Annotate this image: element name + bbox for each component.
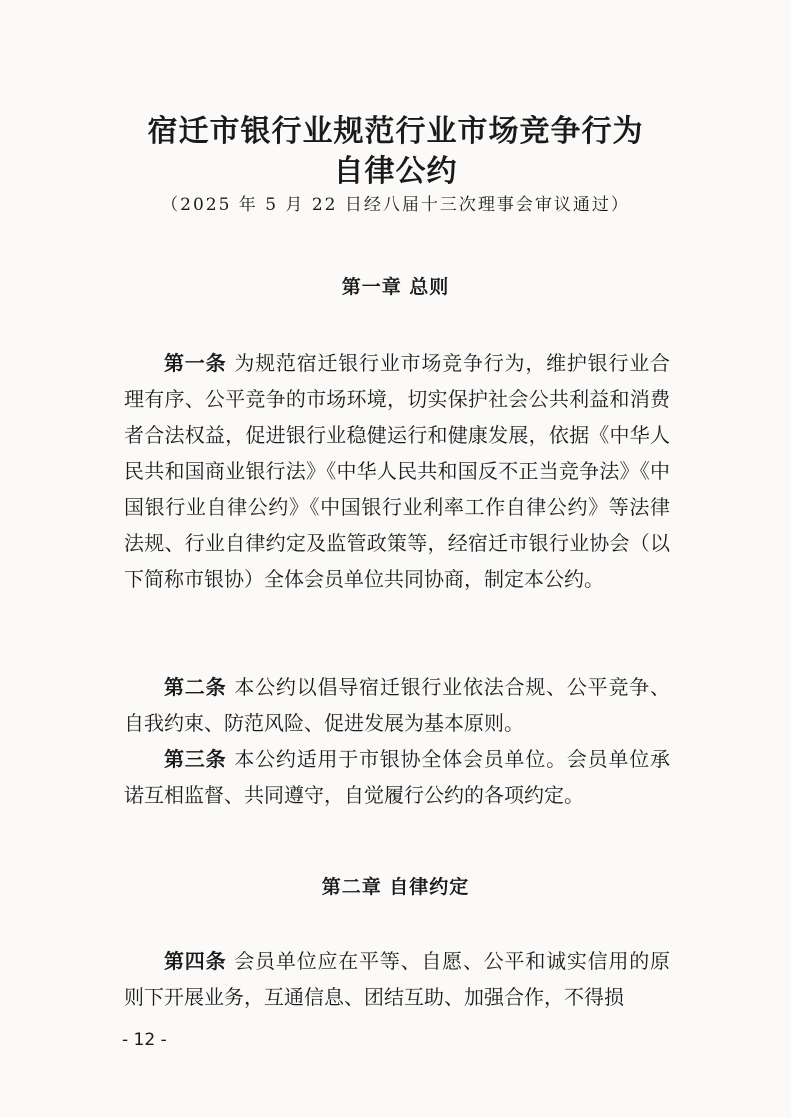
article-label: 第二条: [164, 675, 227, 699]
article-label: 第四条: [164, 949, 227, 973]
article-label: 第一条: [164, 351, 227, 375]
article-text: 本公约适用于市银协全体会员单位。会员单位承诺互相监督、共同遵守，自觉履行公约的各项约定。: [124, 747, 671, 807]
chapter-heading-2: 第二章 自律约定: [321, 876, 470, 898]
article-1: [124, 345, 670, 597]
article-3: [124, 741, 670, 813]
article-text: 为规范宿迁银行业市场竞争行为，维护银行业合理有序、公平竞争的市场环境，切实保护社会公共利益和消费者合法权益，促进银行业稳健运行和健康发展，依据《中华人民共和国商业银行法》《中华人民共和国反不正当竞争法》《中国银行业自律公约》《中国银行业利率工作自律公约》等法律法规、行业自律约定及监管政策等，经宿迁市银行业协会（以下简称市银协）全体会员单位共同协商，制定本公约。: [124, 351, 671, 591]
document-subtitle: （2025 年 5 月 22 日经八届十三次理事会审议通过）: [161, 195, 630, 215]
document-title-line2: 自律公约: [333, 154, 458, 189]
article-text: 本公约以倡导宿迁银行业依法合规、公平竞争、自我约束、防范风险、促进发展为基本原则。: [124, 675, 671, 735]
article-text: 会员单位应在平等、自愿、公平和诚实信用的原则下开展业务，互通信息、团结互助、加强合作，不得损: [124, 949, 671, 1009]
page-number: - 12 -: [122, 1030, 167, 1050]
article-2: [124, 669, 670, 741]
chapter-heading-1: 第一章 总则: [341, 276, 450, 298]
article-4: [124, 943, 670, 1015]
article-label: 第三条: [164, 747, 227, 771]
document-title-line1: 宿迁市银行业规范行业市场竞争行为: [147, 114, 644, 149]
